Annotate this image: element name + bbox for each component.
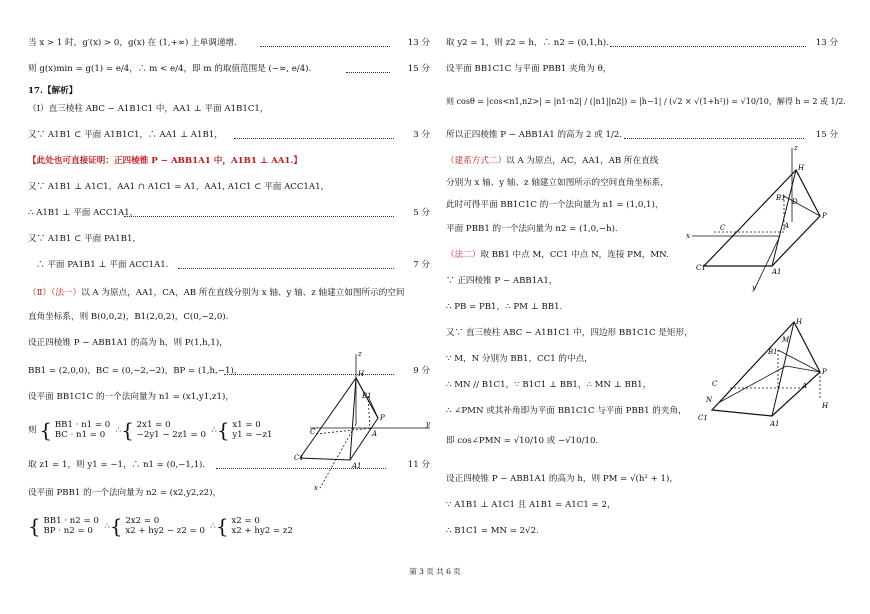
score-mark: 15 分 bbox=[815, 130, 838, 140]
text-line: ∴ MN // B1C1，∵ B1C1 ⊥ BB1，∴ MN ⊥ BB1， bbox=[446, 380, 652, 390]
text-line: BB1 = (2,0,0)，BC = (0,−2,−2)，BP = (1,h,−1)， bbox=[28, 366, 243, 376]
text-line bbox=[446, 250, 669, 261]
score-mark: 7 分 bbox=[413, 260, 430, 270]
prism-edge bbox=[300, 378, 378, 460]
label-x: x bbox=[314, 484, 318, 492]
text-line: 又∵ A1B1 ⊥ A1C1，AA1 ∩ A1C1 = A1，AA1, A1C1 ⊂ 平面 ACC1A1， bbox=[28, 182, 330, 192]
leader-dots bbox=[124, 216, 394, 217]
score-mark: 13 分 bbox=[815, 38, 838, 48]
equation-row: −2y1 − 2z1 = 0 bbox=[136, 430, 206, 440]
text-line: ∵ 正四棱锥 P − ABB1A1， bbox=[446, 276, 558, 286]
brace-icon: { bbox=[109, 514, 123, 538]
label-y: y bbox=[752, 284, 756, 292]
label-vertex: N bbox=[706, 396, 713, 404]
note-line: 【此处也可直接证明：正四棱锥 P − ABB1A1 中，A1B1 ⊥ AA1.】 bbox=[28, 156, 302, 166]
text-line: 设平面 BB1C1C 的一个法向量为 n1 = (x1,y1,z1)， bbox=[28, 392, 234, 402]
score-mark: 11 分 bbox=[407, 460, 430, 470]
text-line: 设正四棱锥 P − ABB1A1 的高为 h，则 P(1,h,1)， bbox=[28, 338, 228, 348]
prism-edge bbox=[350, 378, 356, 460]
brace-icon: { bbox=[121, 418, 134, 442]
label-vertex: B1 bbox=[362, 392, 372, 400]
equation-row: x2 + hy2 − z2 = 0 bbox=[125, 526, 205, 536]
label-vertex: A1 bbox=[352, 462, 362, 470]
label-vertex: A bbox=[784, 222, 790, 230]
text-line: 设平面 BB1C1C 与平面 PBB1 夹角为 θ， bbox=[446, 64, 612, 74]
label-vertex: B1 bbox=[776, 194, 786, 202]
label-vertex: H bbox=[798, 164, 805, 172]
brace-icon: { bbox=[28, 514, 41, 538]
equation-stack bbox=[125, 516, 205, 536]
text-line: 则 cosθ = |cos<n1,n2>| = |n1·n2| / (|n1||n2|) = |h−1| / (√2 × √(1+h²)) = √10/10，解得 h = 2 或 1/2. bbox=[446, 97, 846, 106]
text-line: 所以正四棱锥 P − ABB1A1 的高为 2 或 1/2. bbox=[446, 130, 623, 140]
score-mark: 5 分 bbox=[413, 208, 430, 218]
equation-row: y1 = −z1 bbox=[232, 430, 273, 440]
text-line: ∴ B1C1 = MN = 2√2. bbox=[446, 526, 539, 536]
label-vertex: A bbox=[802, 382, 808, 390]
label-vertex: C bbox=[720, 224, 726, 232]
text-line bbox=[28, 288, 404, 299]
label-vertex: P bbox=[822, 212, 827, 220]
method-label: （Ⅱ）（法一） bbox=[28, 288, 82, 298]
label-y: y bbox=[426, 420, 430, 428]
hidden-edge bbox=[316, 428, 372, 434]
text-line: 平面 PBB1 的一个法向量为 n2 = (1,0,−h). bbox=[446, 224, 618, 234]
text-line: ∵ A1B1 ⊥ A1C1 且 A1B1 = A1C1 = 2， bbox=[446, 500, 616, 510]
text-line: 又∵ A1B1 ⊂ 平面 A1B1C1，∴ AA1 ⊥ A1B1， bbox=[28, 130, 223, 140]
method-label: （建系方式二） bbox=[446, 156, 507, 166]
equation-prefix: 则 bbox=[28, 425, 37, 436]
equation-row: x2 = 0 bbox=[231, 516, 260, 526]
score-mark: 13 分 bbox=[407, 38, 430, 48]
brace-icon: { bbox=[215, 514, 229, 538]
label-vertex: C1 bbox=[698, 414, 708, 422]
label-vertex: H bbox=[822, 402, 829, 410]
label-vertex: C1 bbox=[294, 454, 304, 462]
text-line: 又∵ 直三棱柱 ABC − A1B1C1 中，四边形 BB1C1C 是矩形， bbox=[446, 328, 693, 338]
equation-stack bbox=[55, 420, 110, 440]
left-column bbox=[28, 0, 430, 614]
text-line: 则 g(x)min = g(1) = e/4，∴ m < e/4，即 m 的取值范围是 (−∞, e/4). bbox=[28, 64, 312, 74]
leader-dots bbox=[260, 46, 390, 47]
leader-dots bbox=[346, 72, 390, 73]
text-line: 取 z1 = 1，则 y1 = −1，∴ n1 = (0,−1,1). bbox=[28, 460, 206, 470]
text-line bbox=[446, 156, 658, 167]
label-vertex: A bbox=[372, 430, 378, 438]
prism-edge bbox=[704, 170, 820, 266]
text-line: 又∵ A1B1 ⊂ 平面 PA1B1， bbox=[28, 234, 142, 244]
text-line: ∵ M，N 分别为 BB1，CC1 的中点， bbox=[446, 354, 593, 364]
label-z: z bbox=[358, 350, 362, 358]
label-vertex: P bbox=[380, 414, 385, 422]
label-z: z bbox=[794, 144, 798, 152]
equation-row: x1 = 0 bbox=[232, 420, 261, 430]
equation-row: BB1 · n1 = 0 bbox=[54, 420, 111, 430]
method-text: 以 A 为原点，AC，AA1，AB 所在直线 bbox=[506, 156, 659, 166]
equation-stack bbox=[232, 420, 272, 440]
text-line: 即 cos∠PMN = √10/10 或 −√10/10. bbox=[446, 436, 599, 446]
label-vertex: H bbox=[358, 370, 365, 378]
method-text: 取 BB1 中点 M，CC1 中点 N，连接 PM，MN. bbox=[480, 250, 669, 260]
equation-stack bbox=[137, 420, 206, 440]
score-mark: 15 分 bbox=[407, 64, 430, 74]
text-line: 当 x > 1 时，g′(x) > 0，g(x) 在 (1,+∞) 上单调递增. bbox=[28, 38, 237, 48]
label-vertex: C bbox=[712, 380, 718, 388]
label-x: x bbox=[686, 232, 690, 240]
label-vertex: D bbox=[792, 198, 798, 206]
leader-dots bbox=[178, 268, 394, 269]
right-column bbox=[446, 0, 846, 614]
text-line: ∴ A1B1 ⊥ 平面 ACC1A1， bbox=[28, 208, 139, 218]
brace-icon: { bbox=[39, 418, 53, 442]
text-line: ∴ ∠PMN 或其补角即为平面 BB1C1C 与平面 PBB1 的夹角， bbox=[446, 406, 687, 416]
brace-icon: { bbox=[216, 418, 230, 442]
geometry-figure-2 bbox=[684, 142, 832, 292]
equation-system: { BB1 · n2 = 0 BP · n2 = 0 ∴{ 2x2 = 0 x2 + hy2 − z2 = 0 ∴{ x2 = 0 x2 + hy2 = z2 bbox=[28, 514, 293, 538]
label-vertex: C bbox=[310, 428, 316, 436]
section-heading: 17.【解析】 bbox=[28, 86, 78, 96]
equation-row: BC · n1 = 0 bbox=[54, 430, 106, 440]
text-line: 直角坐标系，则 B(0,0,2)，B1(2,0,2)，C(0,−2,0). bbox=[28, 312, 229, 322]
equation-row: 2x2 = 0 bbox=[125, 516, 160, 526]
label-vertex: C1 bbox=[696, 264, 706, 272]
equation-row: x2 + hy2 = z2 bbox=[231, 526, 293, 536]
leader-dots bbox=[610, 46, 806, 47]
text-line: 此时可得平面 BB1C1C 的一个法向量为 n1 = (1,0,1)， bbox=[446, 200, 664, 210]
text-line: （Ⅰ）直三棱柱 ABC − A1B1C1 中，AA1 ⊥ 平面 A1B1C1， bbox=[28, 104, 269, 114]
label-vertex: A1 bbox=[772, 268, 782, 276]
text-line: 取 y2 = 1，则 z2 = h，∴ n2 = (0,1,h). bbox=[446, 38, 609, 48]
equation-row: BB1 · n2 = 0 bbox=[43, 516, 99, 526]
label-vertex: P bbox=[822, 368, 827, 376]
page-footer: 第 3 页 共 6 页 bbox=[409, 567, 461, 576]
method-text: 以 A 为原点，AA1，CA，AB 所在直线分别为 x 轴、y 轴、z 轴建立如图所示的空间 bbox=[81, 288, 405, 298]
text-line: 分别为 x 轴、y 轴、z 轴建立如图所示的空间直角坐标系， bbox=[446, 178, 669, 188]
score-mark: 9 分 bbox=[413, 366, 430, 376]
text-line: 设平面 PBB1 的一个法向量为 n2 = (x2,y2,z2)， bbox=[28, 488, 222, 498]
geometry-figure-3 bbox=[690, 316, 830, 430]
label-vertex: H bbox=[796, 318, 803, 326]
text-line: ∴ PB = PB1，∴ PM ⊥ BB1. bbox=[446, 302, 563, 312]
text-line: 设正四棱锥 P − ABB1A1 的高为 h，则 PM = √(h² + 1)， bbox=[446, 474, 678, 484]
label-vertex: M bbox=[782, 336, 790, 344]
leader-dots bbox=[234, 138, 394, 139]
equation-row: BP · n2 = 0 bbox=[43, 526, 93, 536]
y-axis bbox=[754, 236, 780, 290]
equation-stack bbox=[43, 516, 98, 536]
leader-dots bbox=[624, 138, 804, 139]
method-label: （法二） bbox=[446, 250, 481, 260]
label-vertex: B1 bbox=[768, 348, 778, 356]
label-vertex: A1 bbox=[770, 420, 780, 428]
text-line: ∴ 平面 PA1B1 ⊥ 平面 ACC1A1. bbox=[36, 260, 169, 270]
equation-row: 2x1 = 0 bbox=[136, 420, 171, 430]
score-mark: 3 分 bbox=[413, 130, 430, 140]
equation-system: 则 { BB1 · n1 = 0 BC · n1 = 0 ∴{ 2x1 = 0 −2y1 − 2z1 = 0 ∴{ x1 = 0 y1 = −z1 bbox=[28, 418, 273, 442]
equation-stack bbox=[231, 516, 293, 536]
